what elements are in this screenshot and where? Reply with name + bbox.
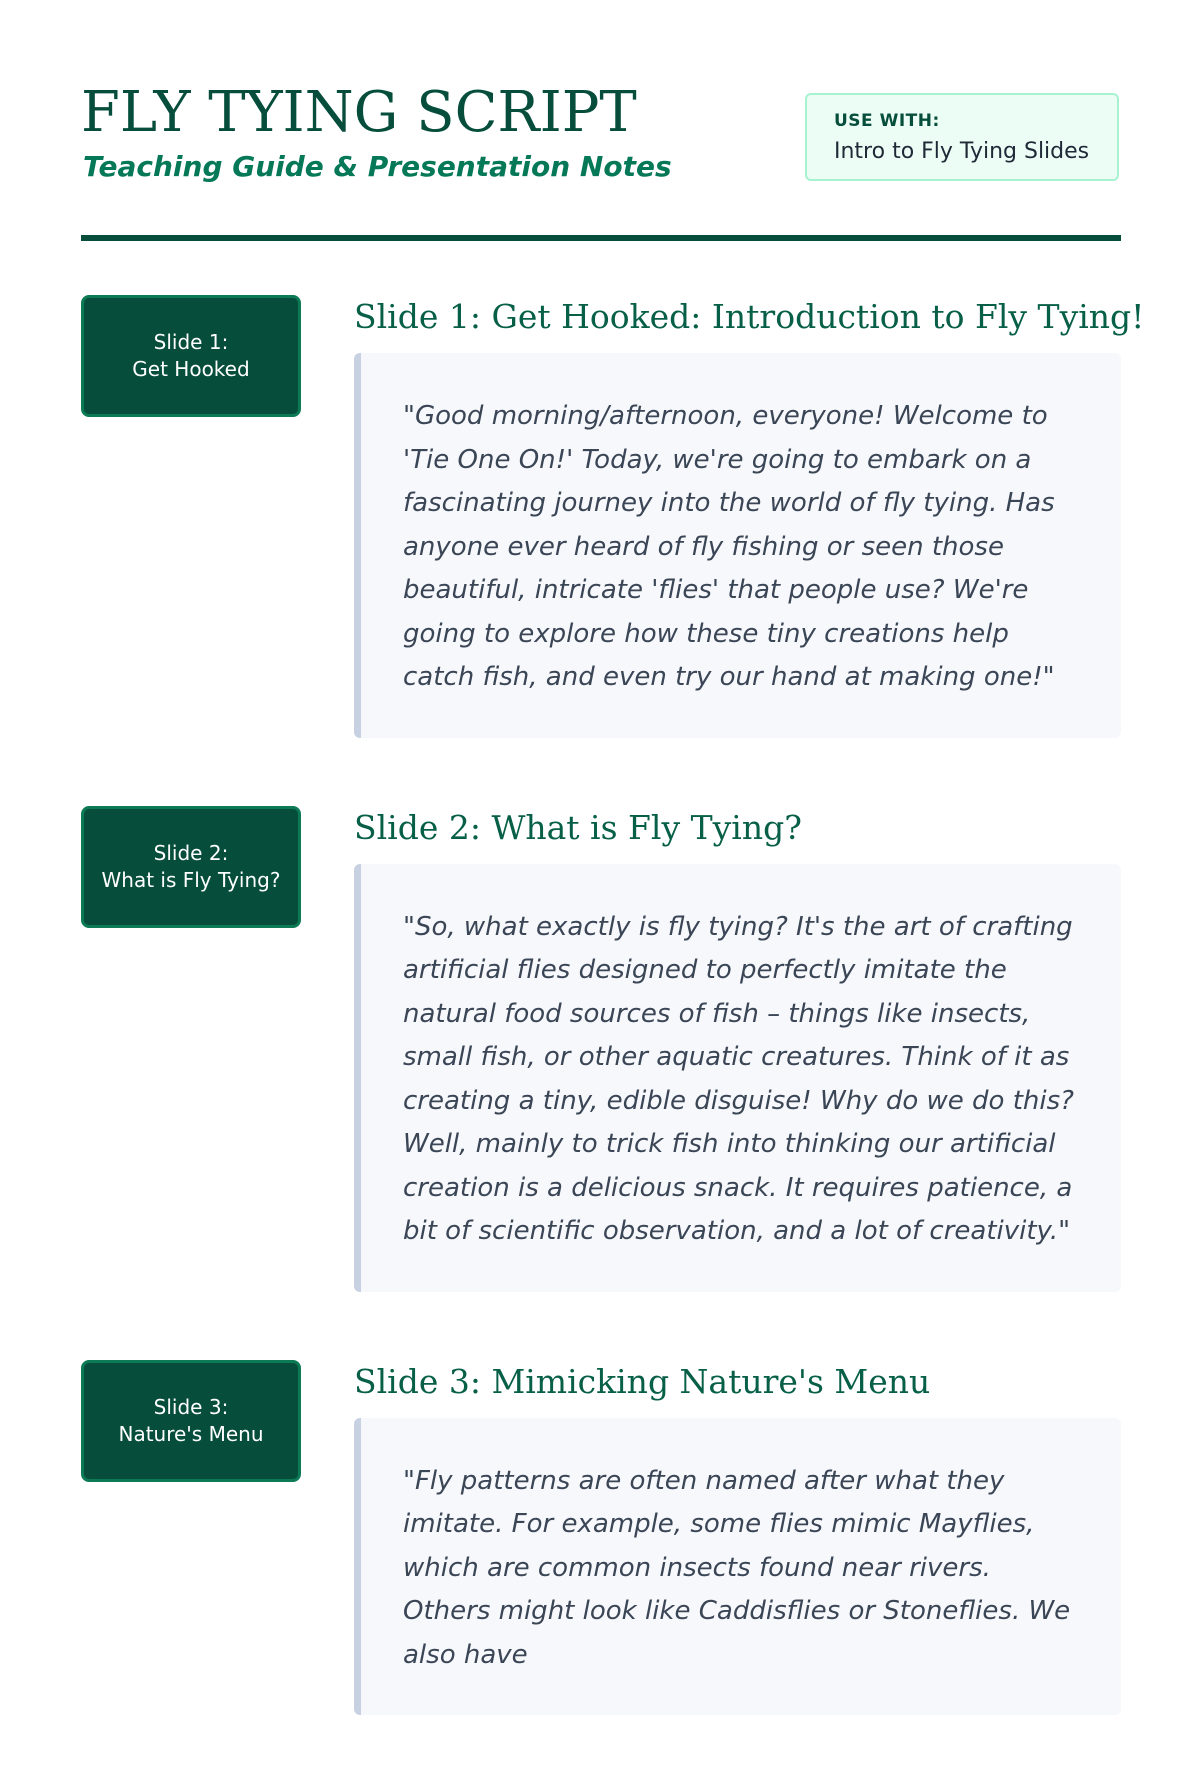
header-divider <box>81 235 1121 241</box>
slide-tag-name: Nature's Menu <box>118 1421 264 1446</box>
script-box <box>354 353 1121 738</box>
slide-tag-name: What is Fly Tying? <box>101 867 281 892</box>
slide-section-1 <box>81 295 1145 738</box>
slide-tag-number: Slide 3: <box>153 1394 229 1419</box>
script-text: "Fly patterns are often named after what they imitate. For example, some flies mimic Mayflies, which are common insects found near rivers. Others might look like Caddisflies or Stoneflies. We also have <box>403 1465 1071 1670</box>
slide-tag-number: Slide 2: <box>153 840 229 865</box>
slide-section-3 <box>81 1360 1121 1716</box>
script-text: "Good morning/afternoon, everyone! Welcome to 'Tie One On!' Today, we're going to embark on a fascinating journey into the world of fly tying. Has anyone ever heard of fly fishing or seen those beautiful, intricate 'flies' that people use? We're going to explore how these tiny creations help catch fish, and even try our hand at making one!" <box>403 401 1055 692</box>
slide-tag <box>81 295 301 417</box>
slide-content <box>354 295 1145 738</box>
use-with-callout <box>805 93 1119 181</box>
slide-tag <box>81 806 301 928</box>
slide-content <box>354 1360 1121 1716</box>
slide-tag-number: Slide 1: <box>153 330 229 354</box>
slide-title: Slide 3: Mimicking Nature's Menu <box>354 1361 931 1401</box>
slide-list <box>81 295 1145 1783</box>
document-header <box>81 0 1121 240</box>
script-text: "So, what exactly is fly tying? It's the art of crafting artificial flies designed to perfectly imitate the natural food sources of fish – things like insects, small fish, or other aquatic creatures. Think of it as creating a tiny, edible disguise! Why do we do this? Well, mainly to trick fish into thinking our artificial creation is a delicious snack. It requires patience, a bit of scientific observation, and a lot of creativity." <box>403 911 1074 1246</box>
slide-tag <box>81 1360 301 1482</box>
script-box <box>354 1418 1121 1716</box>
use-with-label: USE WITH: <box>834 111 940 131</box>
slide-content <box>354 806 1121 1292</box>
slide-section-2 <box>81 806 1121 1292</box>
slide-title: Slide 2: What is Fly Tying? <box>354 807 802 847</box>
document-page <box>81 0 1145 1670</box>
slide-tag-name: Get Hooked <box>132 357 250 381</box>
use-with-value: Intro to Fly Tying Slides <box>834 139 1090 164</box>
document-subtitle: Teaching Guide & Presentation Notes <box>83 150 672 183</box>
document-title: FLY TYING SCRIPT <box>81 80 637 145</box>
script-box <box>354 864 1121 1292</box>
slide-title: Slide 1: Get Hooked: Introduction to Fly Tying! <box>354 297 1145 336</box>
